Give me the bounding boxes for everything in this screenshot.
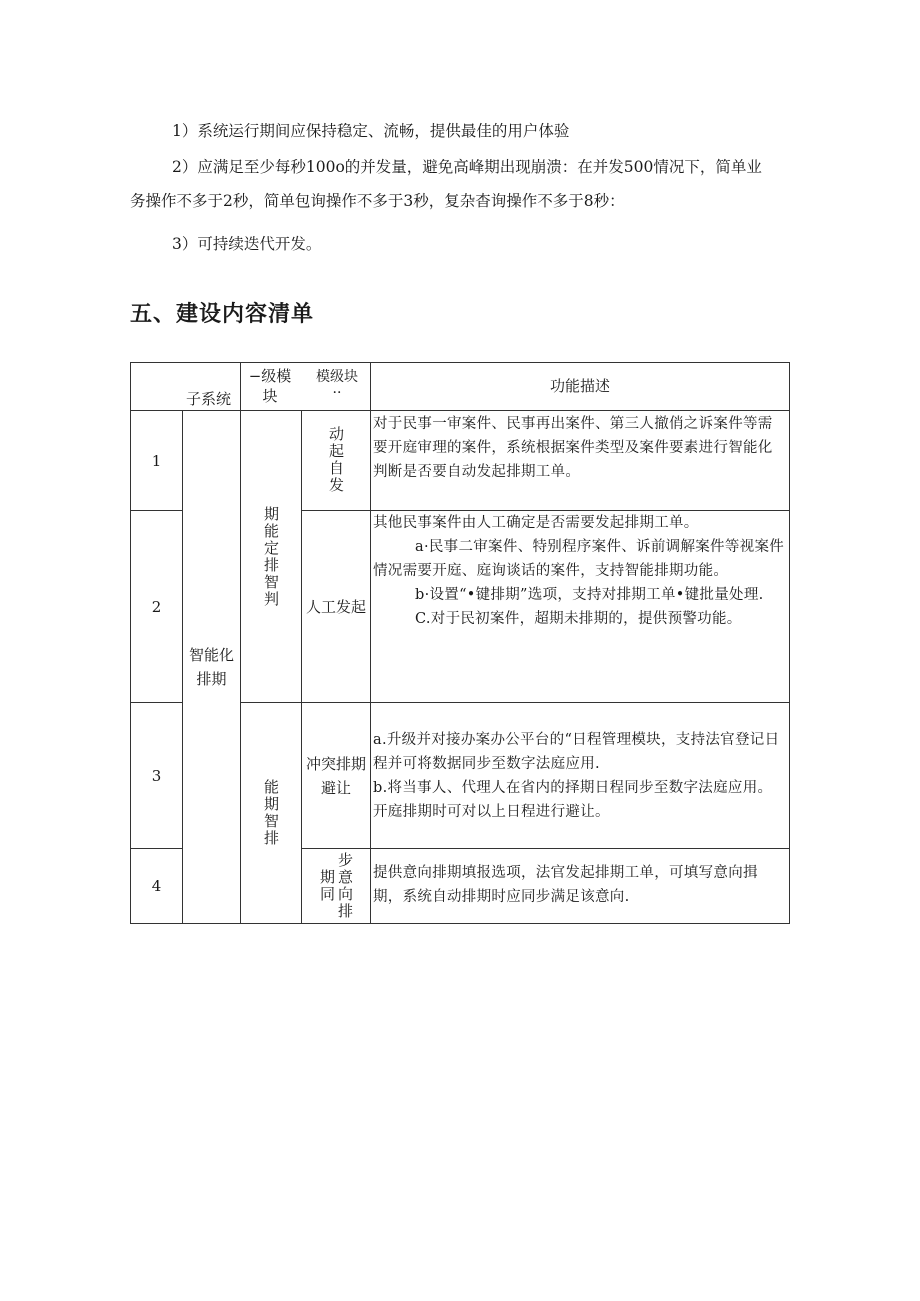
- module2-cell-4: [302, 849, 370, 923]
- module1-cell-b: [241, 703, 301, 923]
- table-border-bottom: [130, 923, 790, 924]
- description-row-1: 对于民事一审案件、民事再出案件、第三人撤俏之诉案件等需要开庭审理的案件，系统根据案件类型及案件要素进行智能化判断是否要自动发起排期工单。: [373, 416, 773, 480]
- subsystem-cell: 智能化排期: [188, 646, 234, 688]
- description-line: 其他民事案件由人工确定是否需要发起排期工单。: [373, 515, 699, 531]
- module1-label-b: 能期智排: [262, 779, 280, 847]
- description-row-3: [373, 728, 787, 824]
- module2-cell-1: [302, 422, 370, 498]
- description-line: b·设置“•键排期”选项，支持对排期工单•键批量处理.: [415, 587, 764, 603]
- header-function: 功能描述: [549, 377, 610, 395]
- description-line: b.将当事人、代理人在省内的择期日程同步至数字法庭应用。: [373, 780, 773, 796]
- table-border-right: [789, 362, 790, 924]
- row-number: 2: [151, 597, 162, 616]
- paragraph-3: 3）可持续迭代开发。: [172, 235, 322, 253]
- row-divider-3: [301, 848, 790, 849]
- header-module2: 模级块··: [316, 369, 358, 401]
- description-line: a·民事二审案件、特别程序案件、诉前调解案件等视案件情况需要开庭、庭询谈话的案件，支持智能排期功能。: [373, 539, 785, 579]
- module2-cell-3: 冲突排期避让: [306, 754, 367, 797]
- description-line: 开庭排期时可对以上日程进行避让。: [373, 804, 610, 820]
- row-number: 4: [151, 877, 162, 895]
- row-number: 3: [151, 766, 162, 785]
- module1-cell-a: [241, 411, 301, 702]
- description-row-4: 提供意向排期填报选项，法官发起排期工单，可填写意向揖期，系统自动排期时应同步满足该意向.: [373, 865, 758, 905]
- header-subsystem: 子系统: [186, 390, 232, 408]
- module2-label-1: 动起自发: [327, 426, 345, 494]
- col-divider-module2: [370, 362, 371, 924]
- module2-cell-2: 人工发起: [305, 597, 366, 616]
- description-row-2: [373, 511, 787, 631]
- description-line: C.对于民初案件，超期未排期的，提供预警功能。: [415, 611, 742, 627]
- module1-label-a: 期能定排智判: [262, 505, 280, 608]
- module2-label-4: 步意向排期同: [318, 852, 354, 920]
- row-number: 1: [151, 451, 162, 470]
- section-heading: 五、建设内容清单: [130, 302, 315, 327]
- paragraph-2-line-1: 2）应满足至少每秒100o的并发量，避免高峰期出现崩溃：在并发500情况下，简单业: [172, 158, 762, 176]
- content-table: [130, 362, 790, 924]
- paragraph-1: 1）系统运行期间应保持稳定、流畅，提供最佳的用户体验: [172, 122, 570, 140]
- paragraph-2-line-2: 务操作不多于2秒，简单包询操作不多于3秒，复杂杳询操作不多于8秒：: [130, 192, 625, 210]
- description-line: a.升级并对接办案办公平台的“日程管理模块，支持法官登记日程并可将数据同步至数字法庭应用.: [373, 732, 780, 772]
- header-module1: −级模块: [248, 367, 292, 405]
